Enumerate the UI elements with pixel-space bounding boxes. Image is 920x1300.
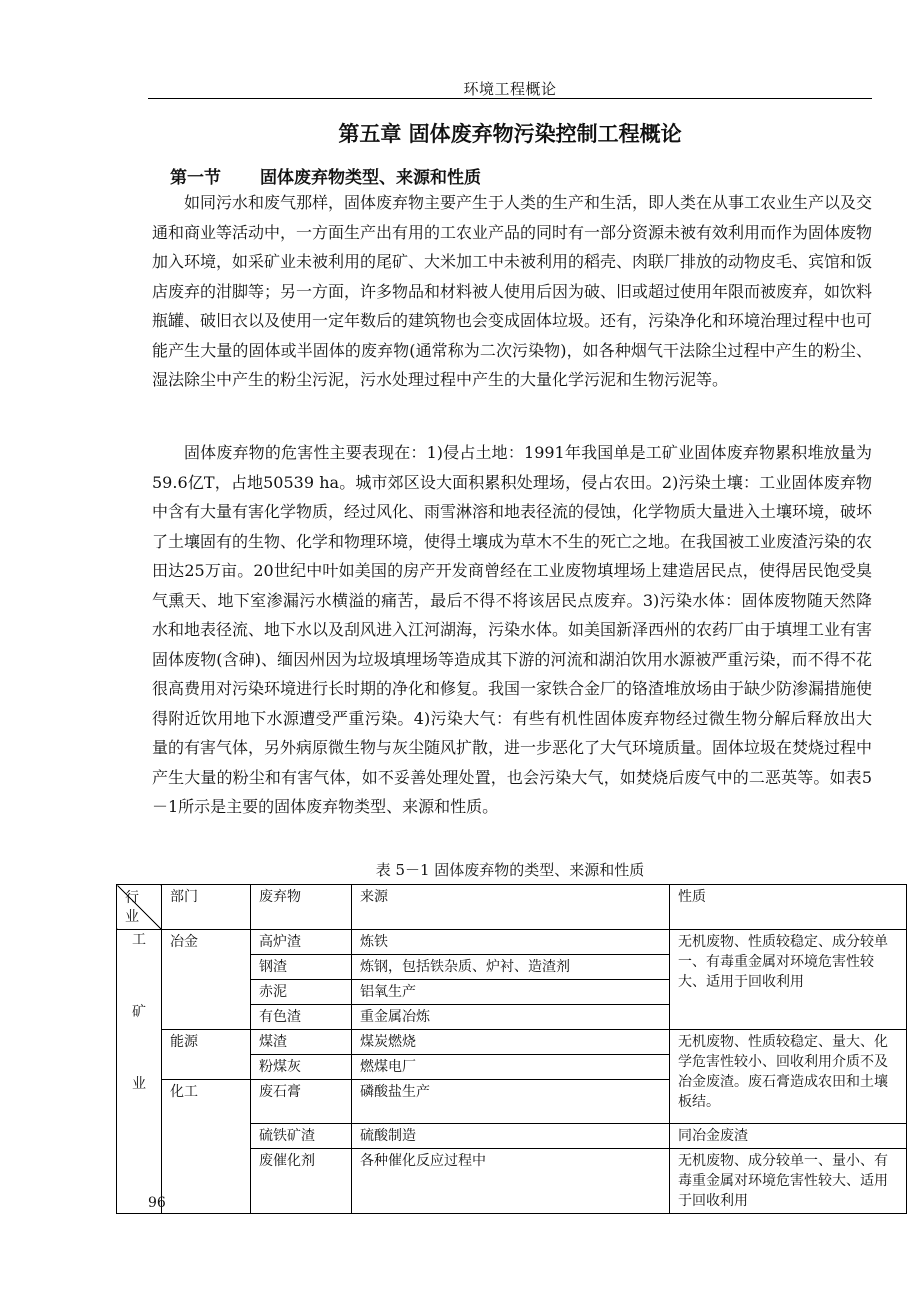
- header-property: 性质: [670, 885, 907, 930]
- source-cell: 炼铁: [352, 930, 670, 955]
- table-header-row: [117, 885, 907, 930]
- paragraph-hazards: 固体废弃物的危害性主要表现在：1)侵占土地：1991年我国单是工矿业固体废弃物累积堆放量为59.6亿T，占地50539 ha。城市郊区设大面积累积处理场，侵占农田。2)污染土壤：工业固体废弃物中含有大量有害化学物质，经过风化、雨雪淋溶和地表径流的侵蚀，化学物质大量进入土壤环境，破坏了土壤固有的生物、化学和物理环境，使得土壤成为草木不生的死亡之地。在我国被工业废渣污染的农田达25万亩。20世纪中叶如美国的房产开发商曾经在工业废物填埋场上建造居民点，使得居民饱受臭气熏天、地下室渗漏污水横溢的痛苦，最后不得不将该居民点废弃。3)污染水体：固体废物随天然降水和地表径流、地下水以及刮风进入江河湖海，污染水体。如美国新泽西州的农药厂由于填埋工业有害固体废物(含砷)、缅因州因为垃圾填埋场等造成其下游的河流和湖泊饮用水源被严重污染，而不得不花很高费用对污染环境进行长时期的净化和修复。我国一家铁合金厂的铬渣堆放场由于缺少防渗漏措施使得附近饮用地下水源遭受严重污染。4)污染大气：有些有机性固体废弃物经过微生物分解后释放出大量的有害气体，另外病原微生物与灰尘随风扩散，进一步恶化了大气环境质量。固体垃圾在焚烧过程中产生大量的粉尘和有害气体，如不妥善处理处置，也会污染大气，如焚烧后废气中的二恶英等。如表5－1所示是主要的固体废弃物类型、来源和性质。: [152, 443, 873, 816]
- header-source: 来源: [352, 885, 670, 930]
- source-cell: 磷酸盐生产: [352, 1080, 670, 1124]
- waste-cell: 赤泥: [251, 980, 352, 1005]
- waste-cell: 粉煤灰: [251, 1055, 352, 1080]
- dept-cell: 冶金: [162, 930, 251, 1030]
- source-cell: 各种催化反应过程中: [352, 1149, 670, 1214]
- waste-cell: 钢渣: [251, 955, 352, 980]
- waste-cell: 有色渣: [251, 1005, 352, 1030]
- source-cell: 硫酸制造: [352, 1124, 670, 1149]
- waste-cell: 煤渣: [251, 1030, 352, 1055]
- property-cell: 无机废物、性质较稳定、量大、化学危害性较小、回收利用介质不及冶金废渣。废石膏造成农田和土壤板结。: [670, 1030, 907, 1124]
- waste-cell: 高炉渣: [251, 930, 352, 955]
- property-cell: 无机废物、性质较稳定、成分较单一、有毒重金属对环境危害性较大、适用于回收利用: [670, 930, 907, 1030]
- source-cell: 炼钢，包括铁杂质、炉衬、造渣剂: [352, 955, 670, 980]
- table-row: [117, 930, 907, 955]
- waste-cell: 废催化剂: [251, 1149, 352, 1214]
- table-row: [117, 1030, 907, 1055]
- corner-label-bottom: 业: [125, 909, 139, 925]
- waste-cell: 废石膏: [251, 1080, 352, 1124]
- page-number: 96: [148, 1195, 166, 1211]
- category-char: 矿: [132, 1004, 146, 1020]
- category-char: 业: [132, 1076, 146, 1092]
- corner-header: [117, 885, 162, 930]
- section-number: 第一节: [170, 168, 221, 188]
- header-rule: [148, 98, 872, 99]
- dept-cell: 能源: [162, 1030, 251, 1080]
- waste-table: [116, 884, 907, 1214]
- header-dept: 部门: [162, 885, 251, 930]
- source-cell: 铝氧生产: [352, 980, 670, 1005]
- chapter-title: 第五章 固体废弃物污染控制工程概论: [338, 122, 682, 146]
- table-caption: 表 5－1 固体废弃物的类型、来源和性质: [375, 861, 645, 879]
- source-cell: 煤炭燃烧: [352, 1030, 670, 1055]
- category-cell: [117, 930, 162, 1214]
- header-waste: 废弃物: [251, 885, 352, 930]
- section-heading: 固体废弃物类型、来源和性质: [260, 168, 481, 188]
- paragraph-sources: 如同污水和废气那样，固体废弃物主要产生于人类的生产和生活，即人类在从事工农业生产以及交通和商业等活动中，一方面生产出有用的工农业产品的同时有一部分资源未被有效利用而作为固体废物加入环境，如采矿业未被利用的尾矿、大米加工中未被利用的稻壳、肉联厂排放的动物皮毛、宾馆和饭店废弃的泔脚等；另一方面，许多物品和材料被人使用后因为破、旧或超过使用年限而被废弃，如饮料瓶罐、破旧衣以及使用一定年数后的建筑物也会变成固体垃圾。还有，污染净化和环境治理过程中也可能产生大量的固体或半固体的废弃物(通常称为二次污染物)，如各种烟气干法除尘过程中产生的粉尘、湿法除尘中产生的粉尘污泥，污水处理过程中产生的大量化学污泥和生物污泥等。: [152, 193, 873, 389]
- section-title: [170, 163, 481, 188]
- category-char: 工: [132, 932, 146, 948]
- property-cell: 无机废物、成分较单一、量小、有毒重金属对环境危害性较大、适用于回收利用: [670, 1149, 907, 1214]
- dept-cell: 化工: [162, 1080, 251, 1214]
- property-cell: 同冶金废渣: [670, 1124, 907, 1149]
- source-cell: 重金属冶炼: [352, 1005, 670, 1030]
- waste-cell: 硫铁矿渣: [251, 1124, 352, 1149]
- running-header: 环境工程概论: [463, 80, 557, 98]
- corner-label-top: 行: [125, 890, 139, 906]
- source-cell: 燃煤电厂: [352, 1055, 670, 1080]
